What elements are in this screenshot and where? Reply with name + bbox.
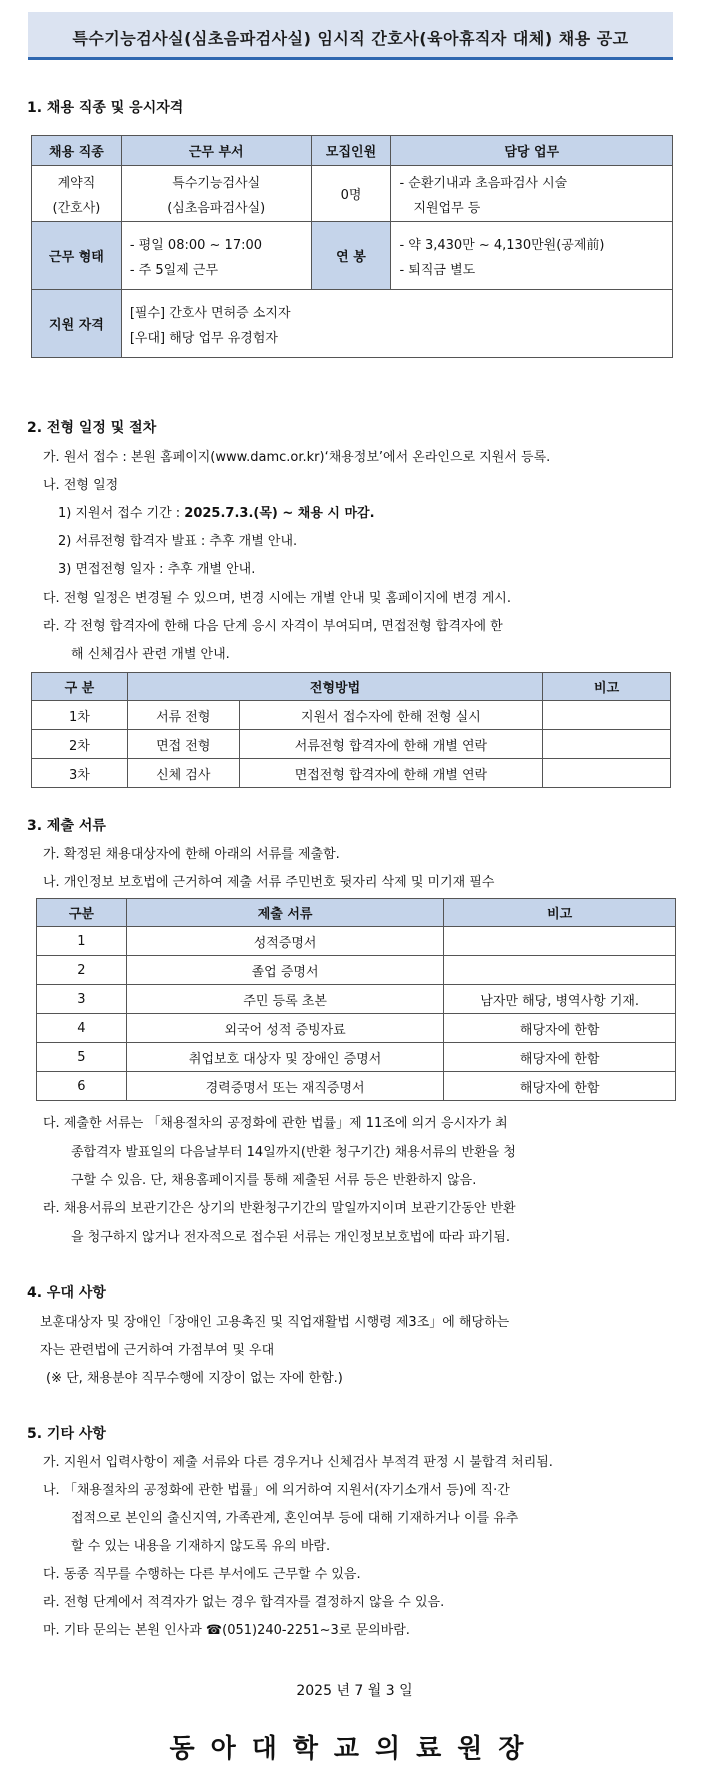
- s2-line: 다. 전형 일정은 변경될 수 있으며, 변경 시에는 개별 안내 및 홈페이지에 변경 게시.: [43, 591, 511, 606]
- work-type-line: - 평일 08:00 ~ 17:00: [129, 237, 263, 253]
- header-duty: 담당 업무: [391, 136, 673, 166]
- remark-cell: [444, 927, 676, 956]
- section-2-heading: 2. 전형 일정 및 절차: [27, 420, 157, 436]
- s4-line: (※ 단, 채용분야 직무수행에 지장이 없는 자에 한함.): [46, 1371, 343, 1386]
- duty-cell: [391, 166, 673, 222]
- s3-line: 을 청구하지 않거나 전자적으로 접수된 서류는 개인정보보호법에 따라 파기됨.: [71, 1230, 511, 1245]
- section-3-heading: 3. 제출 서류: [27, 818, 106, 834]
- s3-line: 가. 확정된 채용대상자에 한해 아래의 서류를 제출함.: [43, 847, 340, 862]
- description-cell: 서류전형 합격자에 한해 개별 연락: [239, 730, 543, 759]
- s2-line-application-period: [58, 502, 375, 521]
- table-row: [37, 1014, 676, 1043]
- header-headcount: 모집인원: [311, 136, 391, 166]
- period-label: 1) 지원서 접수 기간 :: [58, 506, 185, 521]
- table-row: [37, 956, 676, 985]
- number-cell: 2: [37, 956, 127, 985]
- header-number: 구분: [37, 899, 127, 927]
- table-row: [32, 759, 671, 788]
- headcount-cell: 0명: [311, 166, 391, 222]
- header-note: 비고: [543, 673, 671, 701]
- salary-line: - 퇴직금 별도: [399, 262, 476, 278]
- notice-title: 특수기능검사실(심초음파검사실) 임시직 간호사(육아휴직자 대체) 채용 공고: [72, 29, 629, 48]
- s2-line: 나. 전형 일정: [43, 478, 119, 493]
- section-5-heading: 5. 기타 사항: [27, 1426, 106, 1442]
- s5-line: 가. 지원서 입력사항이 제출 서류와 다른 경우거나 신체검사 부적격 판정 시 불합격 처리됨.: [43, 1455, 553, 1470]
- job-type-cell: [32, 166, 122, 222]
- remark-cell: 해당자에 한함: [444, 1043, 676, 1072]
- job-info-table: [31, 135, 673, 358]
- header-department: 근무 부서: [121, 136, 311, 166]
- issuer-signature: 동아대학교의료원장: [169, 1734, 540, 1764]
- header-salary: 연 봉: [311, 222, 391, 290]
- table-row: [37, 985, 676, 1014]
- salary-line: - 약 3,430만 ~ 4,130만원(공제前): [399, 237, 605, 253]
- documents-table: [36, 898, 676, 1101]
- number-cell: 1: [37, 927, 127, 956]
- stage-cell: 2차: [32, 730, 128, 759]
- header-qualification: 지원 자격: [32, 290, 122, 358]
- selection-process-table: [31, 672, 671, 788]
- table-row: [37, 1072, 676, 1101]
- number-cell: 5: [37, 1043, 127, 1072]
- stage-cell: 1차: [32, 701, 128, 730]
- s4-line: 보훈대상자 및 장애인「장애인 고용촉진 및 직업재활법 시행령 제3조」에 해당하는: [40, 1315, 510, 1330]
- s3-line: 종합격자 발표일의 다음날부터 14일까지(반환 청구기간) 채용서류의 반환을 청: [71, 1145, 516, 1160]
- document-cell: 주민 등록 초본: [126, 985, 443, 1014]
- type-cell: 신체 검사: [127, 759, 239, 788]
- work-type-line: - 주 5일제 근무: [129, 262, 219, 278]
- duty-line: - 순환기내과 초음파검사 시술: [399, 175, 568, 191]
- note-cell: [543, 730, 671, 759]
- note-cell: [543, 701, 671, 730]
- header-job-type: 채용 직종: [32, 136, 122, 166]
- description-cell: 면접전형 합격자에 한해 개별 연락: [239, 759, 543, 788]
- s2-line: 가. 원서 접수 : 본원 홈페이지(www.damc.or.kr)‘채용정보’에서 온라인으로 지원서 등록.: [43, 450, 551, 465]
- s5-line: 할 수 있는 내용을 기재하지 않도록 유의 바람.: [71, 1539, 331, 1554]
- notice-date: 2025 년 7 월 3 일: [296, 1683, 413, 1699]
- description-cell: 지원서 접수자에 한해 전형 실시: [239, 701, 543, 730]
- section-4-heading: 4. 우대 사항: [27, 1285, 106, 1301]
- s5-line: 다. 동종 직무를 수행하는 다른 부서에도 근무할 수 있음.: [43, 1567, 361, 1582]
- s2-line: 해 신체검사 관련 개별 안내.: [71, 647, 230, 662]
- type-cell: 면접 전형: [127, 730, 239, 759]
- stage-cell: 3차: [32, 759, 128, 788]
- number-cell: 4: [37, 1014, 127, 1043]
- period-value: 2025.7.3.(목) ~ 채용 시 마감.: [184, 506, 375, 521]
- s3-line: 라. 채용서류의 보관기간은 상기의 반환청구기간의 말일까지이며 보관기간동안 반환: [43, 1201, 516, 1216]
- header-document: 제출 서류: [126, 899, 443, 927]
- table-row: [37, 1043, 676, 1072]
- header-method: 전형방법: [127, 673, 542, 701]
- s3-line: 나. 개인정보 보호법에 근거하여 제출 서류 주민번호 뒷자리 삭제 및 미기재 필수: [43, 875, 495, 890]
- salary-cell: [391, 222, 673, 290]
- document-cell: 취업보호 대상자 및 장애인 증명서: [126, 1043, 443, 1072]
- department-cell: [121, 166, 311, 222]
- work-type-cell: [121, 222, 311, 290]
- title-banner: [28, 12, 673, 60]
- qualification-line: [필수] 간호사 면허증 소지자: [129, 305, 291, 321]
- s5-line: 라. 전형 단계에서 적격자가 없는 경우 합격자를 결정하지 않을 수 있음.: [43, 1595, 445, 1610]
- s5-line: 나. 「채용절차의 공정화에 관한 법률」에 의거하여 지원서(자기소개서 등)에 직·간: [43, 1483, 510, 1498]
- s2-line: 라. 각 전형 합격자에 한해 다음 단계 응시 자격이 부여되며, 면접전형 합격자에 한: [43, 619, 503, 634]
- document-cell: 경력증명서 또는 재직증명서: [126, 1072, 443, 1101]
- header-remark: 비고: [444, 899, 676, 927]
- qualification-line: [우대] 해당 업무 유경험자: [129, 330, 278, 346]
- header-work-type: 근무 형태: [32, 222, 122, 290]
- s3-line: 다. 제출한 서류는 「채용절차의 공정화에 관한 법률」제 11조에 의거 응시자가 최: [43, 1116, 508, 1131]
- s5-line: 접적으로 본인의 출신지역, 가족관계, 혼인여부 등에 대해 기재하거나 이를 유추: [71, 1511, 519, 1526]
- remark-cell: 남자만 해당, 병역사항 기재.: [444, 985, 676, 1014]
- note-cell: [543, 759, 671, 788]
- s2-line: 3) 면접전형 일자 : 추후 개별 안내.: [58, 562, 256, 577]
- job-type-line: 계약직: [57, 175, 96, 191]
- document-cell: 졸업 증명서: [126, 956, 443, 985]
- section-1-heading: 1. 채용 직종 및 응시자격: [27, 100, 184, 116]
- table-row: [37, 927, 676, 956]
- duty-line: 지원업무 등: [413, 200, 481, 216]
- remark-cell: 해당자에 한함: [444, 1014, 676, 1043]
- qualification-cell: [121, 290, 672, 358]
- type-cell: 서류 전형: [127, 701, 239, 730]
- department-line: 특수기능검사실: [172, 175, 261, 191]
- job-type-line: (간호사): [52, 200, 101, 216]
- department-line: (심초음파검사실): [167, 200, 266, 216]
- s3-line: 구할 수 있음. 단, 채용홈페이지를 통해 제출된 서류 등은 반환하지 않음.: [71, 1173, 477, 1188]
- remark-cell: [444, 956, 676, 985]
- s4-line: 자는 관련법에 근거하여 가점부여 및 우대: [40, 1343, 275, 1358]
- s5-line: 마. 기타 문의는 본원 인사과 ☎(051)240-2251~3로 문의바람.: [43, 1623, 410, 1638]
- header-stage: 구 분: [32, 673, 128, 701]
- s2-line: 2) 서류전형 합격자 발표 : 추후 개별 안내.: [58, 534, 298, 549]
- document-cell: 외국어 성적 증빙자료: [126, 1014, 443, 1043]
- number-cell: 3: [37, 985, 127, 1014]
- document-cell: 성적증명서: [126, 927, 443, 956]
- number-cell: 6: [37, 1072, 127, 1101]
- table-row: [32, 730, 671, 759]
- remark-cell: 해당자에 한함: [444, 1072, 676, 1101]
- table-row: [32, 701, 671, 730]
